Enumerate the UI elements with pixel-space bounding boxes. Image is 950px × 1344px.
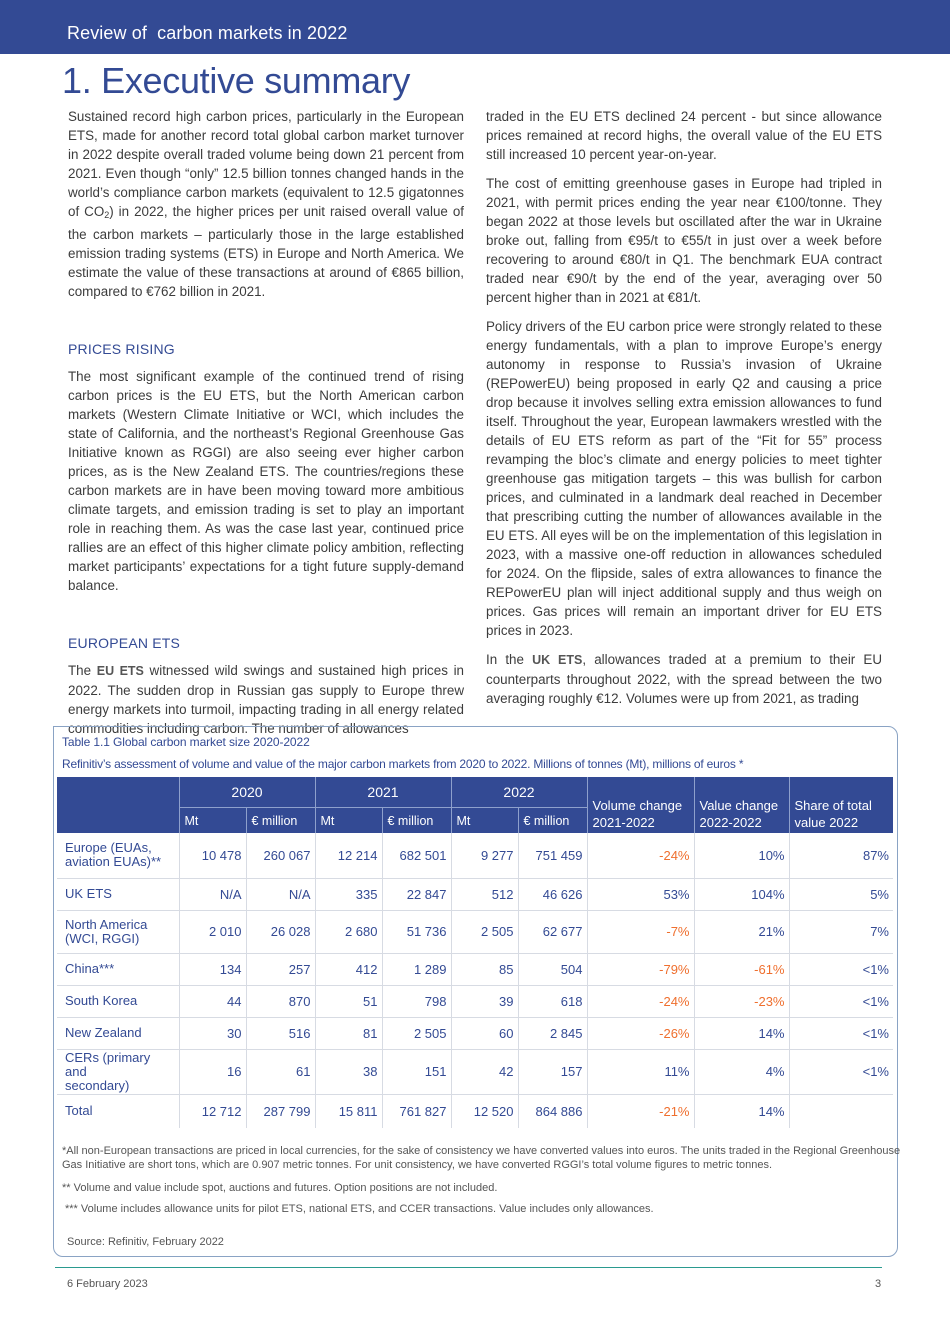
table-cell: 864 886	[518, 1094, 587, 1128]
table-cell: -79%	[587, 953, 694, 985]
table-cell: -61%	[694, 953, 789, 985]
table-row	[57, 953, 893, 985]
row-label	[57, 985, 179, 1017]
footnote-1: *All non-European transactions are priced in local currencies, for the sake of consistency we have converted values into euros. The units traded in the Regional Greenhouse Gas Initiative are short tons, which are 0.907 metric tonnes. For unit consistency, we have converted RGGI’s total volume figures to metric tonnes.	[62, 1145, 901, 1171]
carbon-market-table	[57, 777, 893, 1128]
table-cell: 22 847	[382, 878, 451, 910]
table-cell: 2 010	[179, 910, 246, 953]
table-cell: 412	[315, 953, 382, 985]
footnote-2: ** Volume and value include spot, auctions and futures. Option positions are not included.	[62, 1182, 498, 1194]
table-cell: -23%	[694, 985, 789, 1017]
table-cell: 10%	[694, 833, 789, 878]
prices-paragraph: The most significant example of the continued trend of rising carbon prices is the EU ETS, but the North American carbon markets (Western Climate Initiative or WCI, which includes the state of California, and the northeast’s Regional Greenhouse Gas Initiative known as RGGI) are also seeing ever higher carbon prices, as is the New Zealand ETS. The countries/regions these carbon markets are in have been moving toward more ambitious climate targets, and emission trading is set to play an important role in reaching them. As was the case last year, continued price rallies are an effect of this higher climate policy ambition, reflecting market participants’ expectations for a tight future supply-demand balance.	[68, 369, 464, 593]
row-label-line: secondary)	[65, 1077, 130, 1093]
table-body	[57, 833, 893, 1128]
table-cell: 12 520	[451, 1094, 518, 1128]
header-share-line1: Share of total	[794, 798, 872, 813]
european-text-b: witnessed wild swings and sustained high prices in 2022. The sudden drop in Russian gas supply to Europe threw energy markets into turmoil, impacting trading in all energy related commodities including carbon. The number of allowances	[68, 663, 464, 736]
header-bar	[0, 0, 950, 54]
table-row	[57, 1017, 893, 1049]
table-cell: 260 067	[246, 833, 315, 878]
table-cell: 60	[451, 1017, 518, 1049]
header-share-line2: value 2022	[794, 815, 859, 830]
table-row	[57, 910, 893, 953]
table-cell: -7%	[587, 910, 694, 953]
header-unit-eur: € million	[246, 808, 315, 834]
row-label-line: UK ETS	[65, 886, 112, 901]
table-cell: 751 459	[518, 833, 587, 878]
row-label-line: (WCI, RGGI)	[65, 930, 140, 946]
table-cell: 51 736	[382, 910, 451, 953]
co2-subscript: 2	[104, 210, 110, 220]
table-cell: 512	[451, 878, 518, 910]
table-cell: 44	[179, 985, 246, 1017]
table-cell: 2 680	[315, 910, 382, 953]
table-cell: 11%	[587, 1049, 694, 1094]
intro-text-a: Sustained record high carbon prices, particularly in the European ETS, made for another record total global carbon market turnover in 2022 despite overall traded volume being down 21 percent from 2021. Even though “only” 12.5 billion tonnes changed hands in the world’s compliance carbon markets (equivalent to 12.5 gigatonnes of CO	[68, 109, 464, 219]
row-label-line: South Korea	[65, 993, 138, 1008]
table-cell: 61	[246, 1049, 315, 1094]
intro-text-b: ) in 2022, the higher prices per unit raised overall value of the carbon markets – particularly those in the large established emission trading systems (ETS) in Europe and North America. We estimate the value of these transactions at around of €865 billion, compared to €762 billion in 2021.	[68, 204, 464, 299]
row-label	[57, 1094, 179, 1128]
table-caption: Table 1.1 Global carbon market size 2020-2022	[62, 735, 310, 749]
table-cell: -24%	[587, 985, 694, 1017]
header-volume-change	[587, 777, 694, 833]
intro-paragraph	[68, 107, 464, 301]
header-unit-eur: € million	[382, 808, 451, 834]
table-cell: -21%	[587, 1094, 694, 1128]
left-column	[68, 107, 464, 748]
footnote-3: *** Volume includes allowance units for pilot ETS, national ETS, and CCER transactions. Value includes only allowances.	[65, 1203, 654, 1215]
table-cell: 81	[315, 1017, 382, 1049]
table-row	[57, 985, 893, 1017]
header-share	[789, 777, 893, 833]
table-cell: 761 827	[382, 1094, 451, 1128]
page-title: 1. Executive summary	[62, 60, 411, 101]
heading-european-ets: EUROPEAN ETS	[68, 635, 181, 651]
header-year-2021: 2021	[315, 777, 451, 808]
table-row	[57, 833, 893, 878]
table-cell: 38	[315, 1049, 382, 1094]
header-year-2022: 2022	[451, 777, 587, 808]
table-cell	[789, 1094, 893, 1128]
table-row	[57, 1049, 893, 1094]
table-cell: 798	[382, 985, 451, 1017]
row-label-line: Total	[65, 1103, 93, 1119]
header-year-2020: 2020	[179, 777, 315, 808]
uk-text-b: , allowances traded at a premium to their EU counterparts throughout 2022, with the spread between the two averaging roughly €12. Volumes were up from 2021, as trading	[486, 652, 882, 706]
table-cell: 53%	[587, 878, 694, 910]
table-cell: -26%	[587, 1017, 694, 1049]
table-cell: <1%	[789, 1017, 893, 1049]
row-label-line: CERs (primary and	[65, 1049, 151, 1079]
header-value-change-line2: 2022-2022	[699, 815, 762, 830]
row-label-line: New Zealand	[65, 1025, 142, 1040]
header-value-change-line1: Value change	[699, 798, 779, 813]
table-cell: 14%	[694, 1017, 789, 1049]
table-cell: 2 505	[451, 910, 518, 953]
row-label	[57, 910, 179, 953]
table-cell: 504	[518, 953, 587, 985]
table-cell: 26 028	[246, 910, 315, 953]
table-cell: 10 478	[179, 833, 246, 878]
row-label-line: aviation EUAs)**	[65, 854, 162, 870]
table-cell: 15 811	[315, 1094, 382, 1128]
row-label	[57, 953, 179, 985]
uk-text-a: In the	[486, 652, 533, 667]
table-source: Source: Refinitiv, February 2022	[67, 1236, 224, 1248]
table-cell: 287 799	[246, 1094, 315, 1128]
row-label	[57, 1017, 179, 1049]
footer-rule	[55, 1267, 882, 1268]
header-value-change	[694, 777, 789, 833]
uk-ets-term: UK ETS	[532, 653, 583, 667]
table-cell: 104%	[694, 878, 789, 910]
table-cell: 618	[518, 985, 587, 1017]
table-cell: 5%	[789, 878, 893, 910]
table-cell: 4%	[694, 1049, 789, 1094]
header-title: Review of carbon markets in 2022	[67, 23, 348, 43]
table-cell: <1%	[789, 985, 893, 1017]
table-cell: 16	[179, 1049, 246, 1094]
table-cell: 85	[451, 953, 518, 985]
table-cell: 30	[179, 1017, 246, 1049]
table-cell: 9 277	[451, 833, 518, 878]
table-cell: 87%	[789, 833, 893, 878]
table-cell: 1 289	[382, 953, 451, 985]
header-blank-cell	[57, 777, 179, 833]
table-cell: 39	[451, 985, 518, 1017]
table-cell: 12 214	[315, 833, 382, 878]
table-cell: 335	[315, 878, 382, 910]
table-row	[57, 1094, 893, 1128]
table-subcaption: Refinitiv’s assessment of volume and value of the major carbon markets from 2020 to 2022. Millions of tonnes (Mt), millions of euros *	[62, 757, 744, 771]
table-cell: 870	[246, 985, 315, 1017]
row-label	[57, 878, 179, 910]
table-cell: 42	[451, 1049, 518, 1094]
table-cell: 46 626	[518, 878, 587, 910]
table-cell: N/A	[246, 878, 315, 910]
table-cell: 7%	[789, 910, 893, 953]
table-cell: 51	[315, 985, 382, 1017]
row-label	[57, 1049, 179, 1094]
header-unit-mt: Mt	[179, 808, 246, 834]
table-cell: 12 712	[179, 1094, 246, 1128]
header-unit-mt: Mt	[451, 808, 518, 834]
page-number: 3	[875, 1278, 882, 1290]
table-cell: <1%	[789, 953, 893, 985]
header-unit-mt: Mt	[315, 808, 382, 834]
header-volume-change-line1: Volume change	[592, 798, 683, 813]
eu-ets-term: EU ETS	[96, 664, 144, 678]
right-paragraph-1: traded in the EU ETS declined 24 percent - but since allowance prices remained at record highs, the overall value of the EU ETS still increased 10 percent year-on-year.	[486, 109, 882, 162]
right-paragraph-3: Policy drivers of the EU carbon price were strongly related to these energy fundamentals, with a plan to improve Europe’s energy autonomy in response to Russia’s invasion of Ukraine (REPowerEU) being proposed in early Q2 and causing a price drop because it involves selling extra emission allowances to fund itself. Throughout the year, European lawmakers wrestled with the details of EU ETS reform as part of the “Fit for 55” process revamping the bloc’s climate and energy policies to meet tighter greenhouse gas mitigation targets – this was bullish for carbon prices, and culminated in a landmark deal reached in December that prescribing cutting the number of allowances available in the EU ETS. All eyes will be on the implementation of this legislation in 2023, with a massive one-off reduction in allowances scheduled for 2024. On the flipside, sales of extra allowances to finance the REPowerEU plan will inject additional supply and thus weigh on prices. Gas prices will remain an important driver for EU ETS prices in 2023.	[486, 319, 882, 638]
row-label	[57, 833, 179, 878]
european-text-a: The	[68, 663, 97, 678]
footer-date: 6 February 2023	[67, 1278, 148, 1290]
table-cell: N/A	[179, 878, 246, 910]
table-cell: 257	[246, 953, 315, 985]
table-cell: -24%	[587, 833, 694, 878]
table-cell: 682 501	[382, 833, 451, 878]
row-label-line: Europe (EUAs,	[65, 840, 152, 856]
table-header	[57, 777, 893, 833]
table-row	[57, 878, 893, 910]
table-cell: 134	[179, 953, 246, 985]
right-column	[486, 107, 882, 718]
right-paragraph-4	[486, 650, 882, 708]
row-label-line: North America	[65, 916, 148, 932]
table-cell: 62 677	[518, 910, 587, 953]
table-cell: 21%	[694, 910, 789, 953]
table-cell: 151	[382, 1049, 451, 1094]
table-cell: <1%	[789, 1049, 893, 1094]
heading-prices-rising: PRICES RISING	[68, 341, 175, 357]
row-label-line: China***	[65, 961, 115, 976]
table-cell: 516	[246, 1017, 315, 1049]
right-paragraph-2: The cost of emitting greenhouse gases in Europe had tripled in 2021, with permit prices ending the year near €100/tonne. They began 2022 at those levels but oscillated after the war in Ukraine broke out, falling from €95/t to €55/t in just over a week before recovering to around €80/t in Q1. The benchmark EUA contract traded near €90/t by the end of the year, averaging over 50 percent higher than in 2021 at €81/t.	[486, 176, 882, 305]
header-volume-change-line2: 2021-2022	[592, 815, 655, 830]
table-cell: 2 505	[382, 1017, 451, 1049]
table-cell: 157	[518, 1049, 587, 1094]
header-unit-eur: € million	[518, 808, 587, 834]
table-cell: 14%	[694, 1094, 789, 1128]
table-cell: 2 845	[518, 1017, 587, 1049]
